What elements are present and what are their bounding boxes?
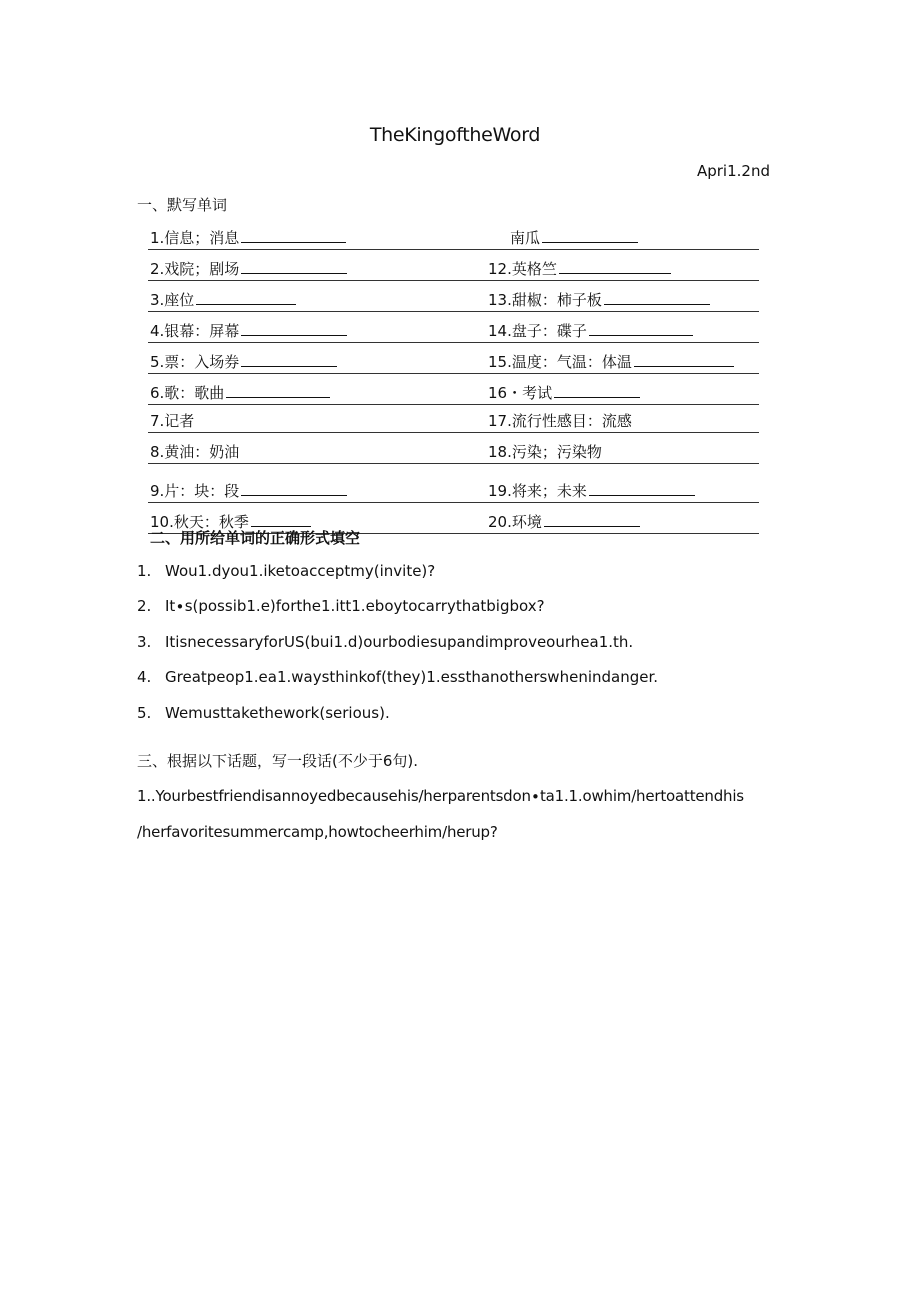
exercise-item: 3. ItisnecessaryforUS(bui1.d)ourbodiesupandimproveourhea1.th.	[137, 633, 634, 651]
answer-blank[interactable]	[251, 512, 311, 527]
vocab-item: 7.记者	[150, 412, 195, 430]
exercise-item: 1. Wou1.dyou1.iketoacceptmy(invite)?	[137, 562, 436, 580]
vocab-item: 1.信息；消息	[150, 227, 346, 248]
exercise-item: 5. Wemusttakethework(serious).	[137, 704, 390, 722]
vocab-item: 17.流行性感目：流感	[488, 412, 632, 430]
exercise-item: 4. Greatpeop1.ea1.waysthinkof(they)1.essthanotherswhenindanger.	[137, 668, 659, 686]
vocab-row	[148, 343, 759, 374]
answer-blank[interactable]	[544, 512, 640, 527]
vocab-item: 20.环境	[488, 511, 640, 532]
vocab-item: 8.黄油：奶油	[150, 443, 240, 461]
answer-blank[interactable]	[554, 383, 640, 398]
answer-blank[interactable]	[589, 321, 693, 336]
vocab-item: 南瓜	[510, 227, 638, 248]
vocab-item: 19.将来；未来	[488, 480, 695, 501]
answer-blank[interactable]	[241, 352, 337, 367]
vocab-row	[148, 312, 759, 343]
page-title: TheKingoftheWord	[369, 124, 541, 146]
vocab-item: 4.银幕：屏幕	[150, 320, 347, 341]
answer-blank[interactable]	[241, 321, 347, 336]
vocab-item: 12.英格竺	[488, 258, 671, 279]
vocab-item: 16・考试	[488, 382, 640, 403]
section-1-heading: 一、默写单词	[137, 196, 228, 214]
answer-blank[interactable]	[226, 383, 330, 398]
answer-blank[interactable]	[196, 290, 296, 305]
vocab-item: 15.温度：气温：体温	[488, 351, 734, 372]
vocab-item: 2.戏院；剧场	[150, 258, 347, 279]
vocab-row	[148, 464, 759, 503]
answer-blank[interactable]	[589, 481, 695, 496]
answer-blank[interactable]	[604, 290, 710, 305]
vocab-item: 10.秋天：秋季	[150, 511, 311, 532]
vocab-item: 6.歌：歌曲	[150, 382, 330, 403]
vocab-row	[148, 433, 759, 464]
vocab-item: 18.污染；污染物	[488, 443, 602, 461]
answer-blank[interactable]	[559, 259, 671, 274]
vocab-row	[148, 405, 759, 433]
vocab-item: 13.甜椒：柿子板	[488, 289, 710, 310]
answer-blank[interactable]	[241, 228, 346, 243]
vocab-table	[148, 219, 759, 534]
vocab-item: 5.票：入场券	[150, 351, 337, 372]
vocab-item: 3.座位	[150, 289, 296, 310]
section-3-heading: 三、根据以下话题，写一段话(不少于6句).	[137, 752, 419, 770]
exercise-item: 2. It∙s(possib1.e)forthe1.itt1.eboytocarrythatbigbox?	[137, 597, 545, 615]
answer-blank[interactable]	[634, 352, 734, 367]
vocab-row	[148, 281, 759, 312]
section-2-heading: 二、用所给单词的正确形式填空	[150, 529, 361, 547]
writing-prompt-line: 1..Yourbestfriendisannoyedbecausehis/herparentsdon∙ta1.1.owhim/hertoattendhis	[137, 787, 744, 805]
answer-blank[interactable]	[542, 228, 638, 243]
answer-blank[interactable]	[241, 259, 347, 274]
vocab-row	[148, 374, 759, 405]
vocab-row	[148, 250, 759, 281]
answer-blank[interactable]	[241, 481, 347, 496]
vocab-row	[148, 219, 759, 250]
vocab-item: 9.片：块：段	[150, 480, 347, 501]
vocab-item: 14.盘子：碟子	[488, 320, 693, 341]
date-label: Apri1.2nd	[696, 162, 770, 180]
writing-prompt-line: /herfavoritesummercamp,howtocheerhim/herup?	[137, 823, 498, 841]
